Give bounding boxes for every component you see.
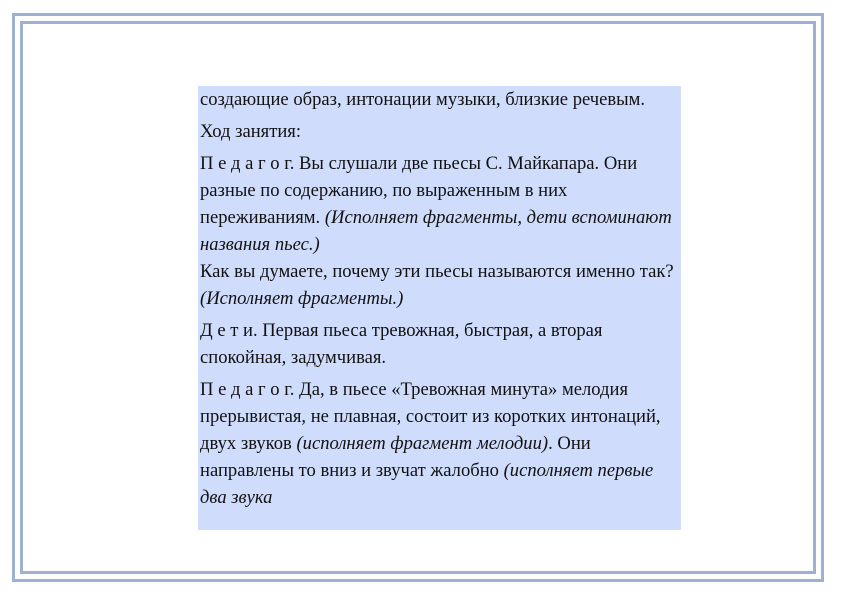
paragraph-teacher-1: [200, 150, 678, 258]
text-run: Д е т и. Первая пьеса тревожная, быстрая, а вторая спокойная, задумчивая.: [200, 320, 603, 368]
paragraph-teacher-2: [200, 376, 678, 511]
lesson-text-box: [198, 86, 681, 530]
paragraph-intro-end: [200, 86, 678, 113]
paragraph-children-answer: [200, 317, 678, 371]
text-run-italic: (исполняет фрагмент мелодии): [296, 433, 549, 454]
paragraph-lesson-heading: [200, 118, 678, 145]
text-run: Как вы думаете, почему эти пьесы называются именно так?: [200, 261, 674, 282]
text-run: Ход занятия:: [200, 121, 302, 142]
text-run: П е д а г о г. Вы слушали две пьесы С. Майкапара. Они разные по содержанию, по выраженным в них переживаниям.: [200, 153, 638, 228]
text-run: П е д а г о г. Да, в пьесе «Тревожная минута» мелодия прерывистая, не плавная, состоит из коротких интонаций, двух звуков: [200, 379, 661, 454]
paragraph-teacher-question: [200, 258, 678, 312]
text-run: . Они направлены то вниз и звучат жалобно: [200, 433, 591, 481]
text-run: создающие образ, интонации музыки, близкие речевым.: [200, 89, 646, 110]
text-run-italic: (Исполняет фрагменты.): [200, 288, 404, 309]
text-run-italic: (исполняет первые два звука: [200, 460, 654, 508]
text-run-italic: (Исполняет фрагменты, дети вспоминают названия пьес.): [200, 207, 672, 255]
